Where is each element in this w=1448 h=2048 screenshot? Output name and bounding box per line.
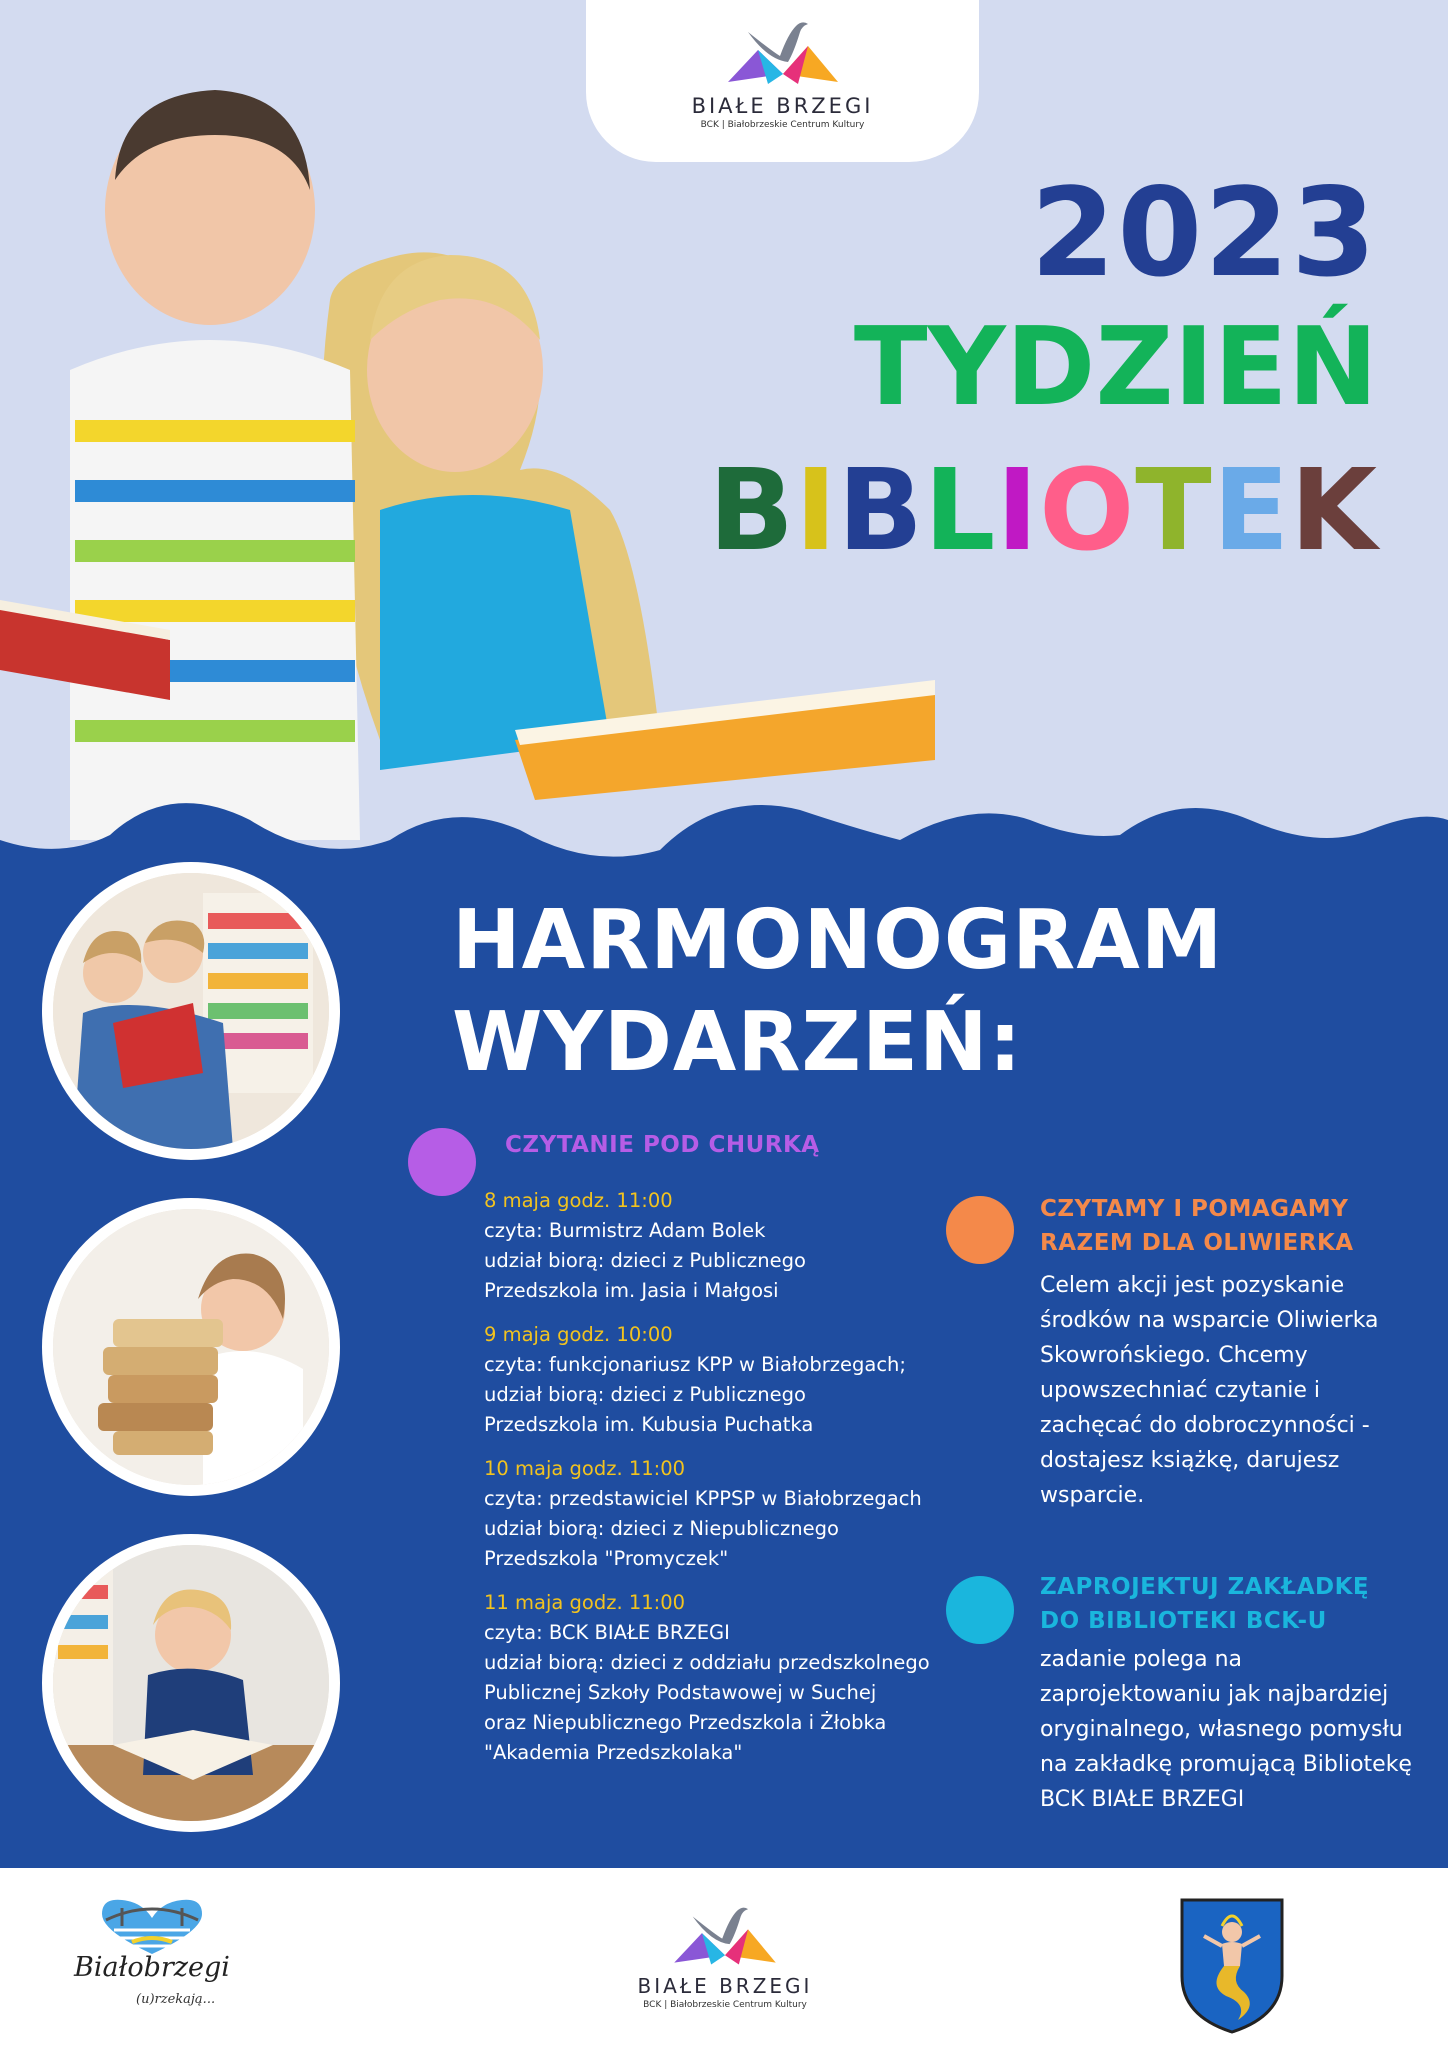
charity-title bbox=[1040, 1192, 1354, 1260]
schedule-line: "Akademia Przedszkolaka" bbox=[484, 1741, 743, 1764]
charity-line: środków na wsparcie Oliwierka bbox=[1040, 1308, 1379, 1333]
letter-o: O bbox=[1039, 446, 1136, 576]
bookmark-bullet-icon bbox=[946, 1576, 1014, 1644]
libraries-title bbox=[709, 446, 1378, 576]
schedule-line: oraz Niepublicznego Przedszkola i Żłobka bbox=[484, 1711, 887, 1734]
schedule-date: 8 maja godz. 11:00 bbox=[484, 1189, 673, 1212]
schedule-item bbox=[484, 1454, 954, 1574]
schedule-line: czyta: BCK BIAŁE BRZEGI bbox=[484, 1621, 730, 1644]
bookmark-line: oryginalnego, własnego pomysłu bbox=[1040, 1717, 1403, 1742]
charity-line: upowszechniać czytanie i bbox=[1040, 1378, 1321, 1403]
bookmark-description bbox=[1040, 1642, 1412, 1817]
footer-logo-subtitle: BCK | Białobrzeskie Centrum Kultury bbox=[643, 2000, 807, 2010]
bookmark-title-line1: ZAPROJEKTUJ ZAKŁADKĘ bbox=[1040, 1574, 1370, 1600]
reading-title: CZYTANIE POD CHURKĄ bbox=[505, 1132, 820, 1158]
bookmark-line: BCK BIAŁE BRZEGI bbox=[1040, 1787, 1245, 1812]
schedule-line: Przedszkola im. Jasia i Małgosi bbox=[484, 1279, 779, 1302]
children-with-books-illustration bbox=[0, 40, 960, 840]
swan-book-logo-icon bbox=[665, 1898, 785, 1970]
schedule-line: udział biorą: dzieci z oddziału przedszkolnego bbox=[484, 1651, 930, 1674]
letter-i1: I bbox=[794, 446, 838, 576]
charity-line: wsparcie. bbox=[1040, 1483, 1145, 1508]
charity-line: dostajesz książkę, darujesz bbox=[1040, 1448, 1340, 1473]
charity-description bbox=[1040, 1268, 1379, 1513]
charity-bullet-icon bbox=[946, 1196, 1014, 1264]
schedule-line: udział biorą: dzieci z Publicznego bbox=[484, 1249, 806, 1272]
schedule-item bbox=[484, 1186, 954, 1306]
reading-bullet-icon bbox=[408, 1128, 476, 1196]
schedule-line: Przedszkola "Promyczek" bbox=[484, 1547, 729, 1570]
schedule-line: czyta: Burmistrz Adam Bolek bbox=[484, 1219, 766, 1242]
letter-b2: B bbox=[837, 446, 925, 576]
logo-subtitle: BCK | Białobrzeskie Centrum Kultury bbox=[700, 120, 865, 130]
letter-e: E bbox=[1212, 446, 1291, 576]
heading-line2: WYDARZEŃ: bbox=[452, 995, 1023, 1090]
bookmark-line: zaprojektowaniu jak najbardziej bbox=[1040, 1682, 1389, 1707]
letter-b1: B bbox=[708, 446, 795, 576]
footer-logo bbox=[620, 1898, 830, 2010]
city-tagline: (u)rzekają... bbox=[136, 1992, 216, 2007]
schedule-date: 11 maja godz. 11:00 bbox=[484, 1591, 686, 1614]
charity-title-line1: CZYTAMY I POMAGAMY bbox=[1040, 1196, 1349, 1222]
footer-logo-title: BIAŁE BRZEGI bbox=[637, 1974, 813, 1998]
charity-line: Celem akcji jest pozyskanie bbox=[1040, 1273, 1345, 1298]
letter-t: T bbox=[1135, 446, 1213, 576]
schedule-line: udział biorą: dzieci z Niepublicznego bbox=[484, 1517, 839, 1540]
photo-girl-with-books bbox=[42, 1198, 340, 1496]
charity-title-line2: RAZEM DLA OLIWIERKA bbox=[1040, 1230, 1354, 1256]
letter-l: L bbox=[924, 446, 997, 576]
bookmark-title bbox=[1040, 1570, 1369, 1638]
photo-boy-reading bbox=[42, 1534, 340, 1832]
logo-title: BIAŁE BRZEGI bbox=[691, 94, 874, 118]
bookmark-line: na zakładkę promującą Bibliotekę bbox=[1040, 1752, 1412, 1777]
charity-line: zachęcać do dobroczynności - bbox=[1040, 1413, 1370, 1438]
coat-of-arms-icon bbox=[1178, 1896, 1286, 2036]
reading-schedule bbox=[484, 1186, 954, 1782]
week-title: TYDZIEŃ bbox=[853, 305, 1378, 430]
bookmark-line: zadanie polega na bbox=[1040, 1647, 1242, 1672]
schedule-item bbox=[484, 1588, 954, 1768]
schedule-date: 10 maja godz. 11:00 bbox=[484, 1457, 686, 1480]
schedule-line: udział biorą: dzieci z Publicznego bbox=[484, 1383, 806, 1406]
schedule-date: 9 maja godz. 10:00 bbox=[484, 1323, 673, 1346]
schedule-heading bbox=[452, 890, 1223, 1094]
letter-i2: I bbox=[996, 446, 1040, 576]
year-title: 2023 bbox=[1030, 162, 1378, 304]
bookmark-title-line2: DO BIBLIOTEKI BCK-U bbox=[1040, 1608, 1327, 1634]
schedule-line: czyta: przedstawiciel KPPSP w Białobrzegach bbox=[484, 1487, 922, 1510]
charity-line: Skowrońskiego. Chcemy bbox=[1040, 1343, 1308, 1368]
city-name: Białobrzegi bbox=[74, 1952, 230, 1983]
photo-kids-reading bbox=[42, 862, 340, 1160]
schedule-line: Publicznej Szkoły Podstawowej w Suchej bbox=[484, 1681, 877, 1704]
schedule-line: czyta: funkcjonariusz KPP w Białobrzegach; bbox=[484, 1353, 906, 1376]
city-heart-logo-icon bbox=[92, 1896, 212, 1956]
schedule-item bbox=[484, 1320, 954, 1440]
letter-k: K bbox=[1290, 446, 1378, 576]
schedule-line: Przedszkola im. Kubusia Puchatka bbox=[484, 1413, 814, 1436]
heading-line1: HARMONOGRAM bbox=[452, 893, 1224, 988]
